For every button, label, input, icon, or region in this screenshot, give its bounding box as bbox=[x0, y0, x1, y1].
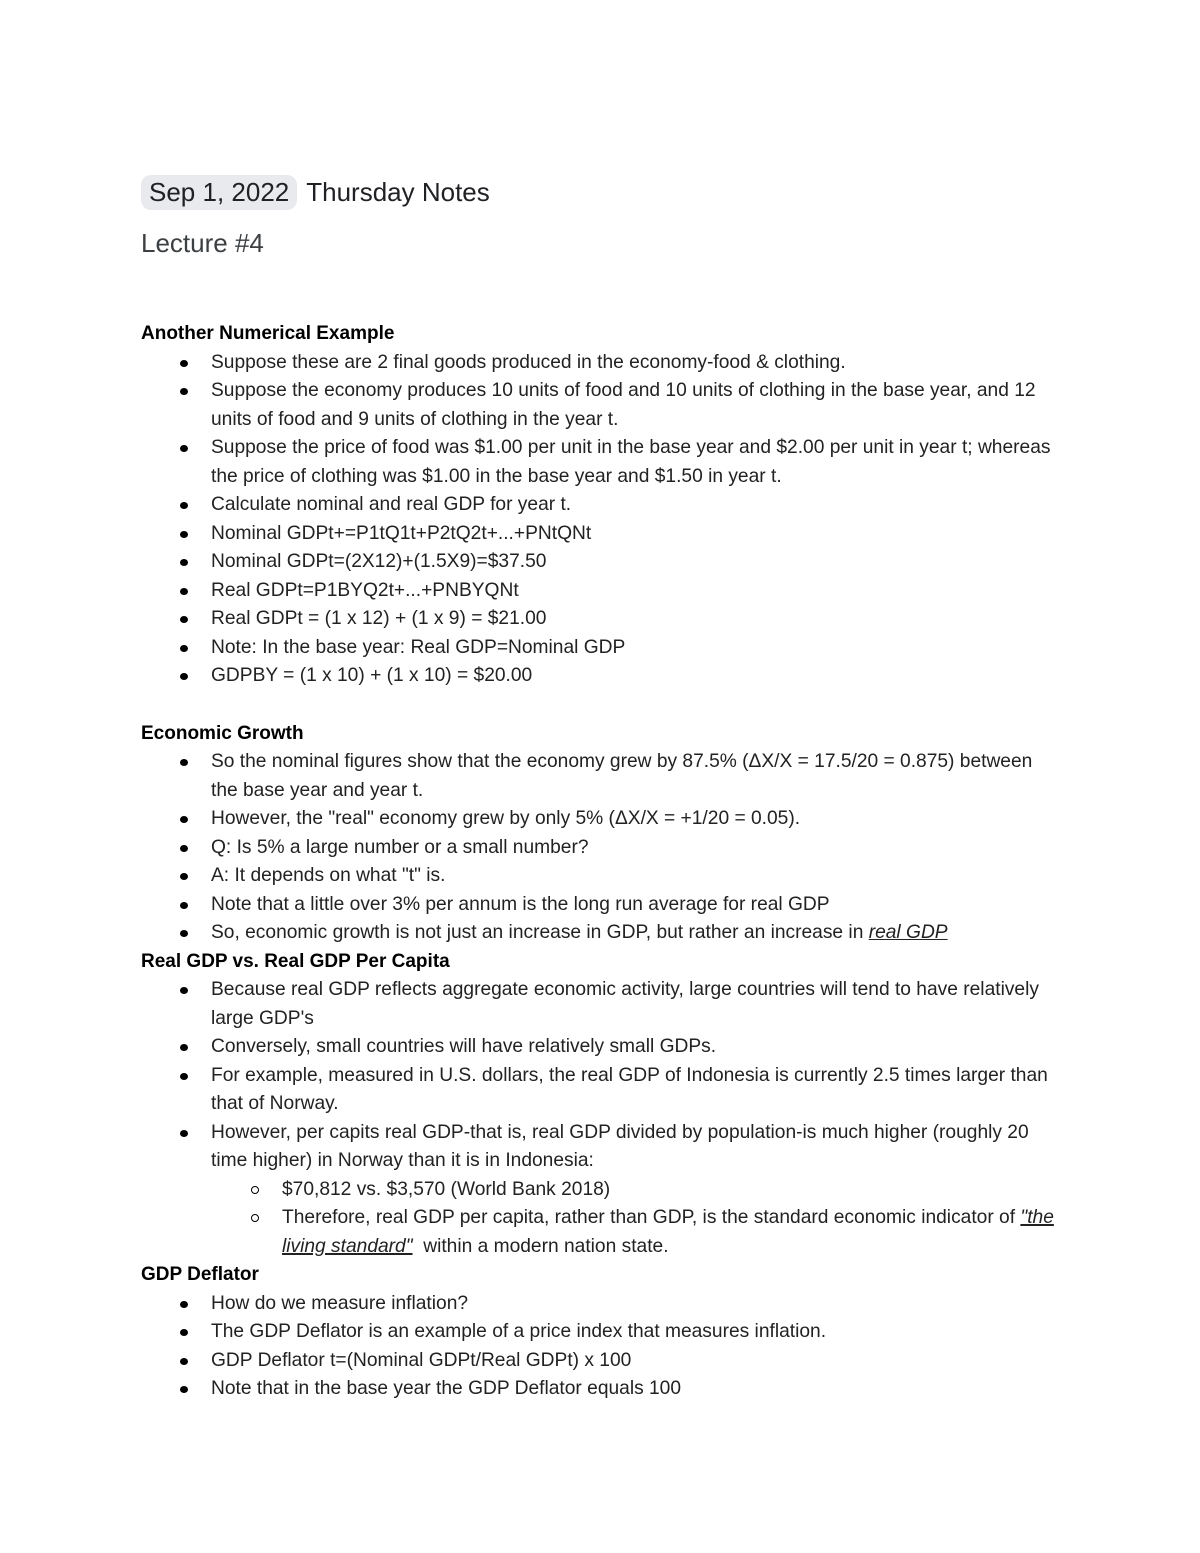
list-item: GDP Deflator t=(Nominal GDPt/Real GDPt) x 100 bbox=[141, 1347, 1061, 1376]
sub-bullet-list bbox=[211, 1176, 1061, 1262]
list-item: Real GDPt=P1BYQ2t+...+PNBYQNt bbox=[141, 577, 1061, 606]
list-item-text: So, economic growth is not just an increase in GDP, but rather an increase in bbox=[211, 922, 869, 943]
spacer bbox=[141, 691, 1061, 720]
list-item: Suppose these are 2 final goods produced in the economy-food & clothing. bbox=[141, 349, 1061, 378]
sub-list-item-text: Therefore, real GDP per capita, rather than GDP, is the standard economic indicator of bbox=[282, 1207, 1021, 1228]
list-item: Nominal GDPt+=P1tQ1t+P2tQ2t+...+PNtQNt bbox=[141, 520, 1061, 549]
list-item: However, the "real" economy grew by only 5% (ΔX/X = +1/20 = 0.05). bbox=[141, 805, 1061, 834]
date-chip[interactable]: Sep 1, 2022 bbox=[141, 175, 297, 210]
sub-list-item bbox=[141, 1204, 1061, 1261]
list-item: Conversely, small countries will have relatively small GDPs. bbox=[141, 1033, 1061, 1062]
notes-content bbox=[141, 172, 1061, 1404]
list-item: GDPBY = (1 x 10) + (1 x 10) = $20.00 bbox=[141, 662, 1061, 691]
list-item bbox=[141, 1119, 1061, 1262]
bullet-list-per-capita bbox=[141, 976, 1061, 1261]
list-item: Q: Is 5% a large number or a small number? bbox=[141, 834, 1061, 863]
bullet-list-gdp-deflator bbox=[141, 1290, 1061, 1404]
sub-list-item-text: within a modern nation state. bbox=[412, 1235, 669, 1257]
list-item: Nominal GDPt=(2X12)+(1.5X9)=$37.50 bbox=[141, 548, 1061, 577]
list-item: Because real GDP reflects aggregate economic activity, large countries will tend to have relatively large GDP's bbox=[141, 976, 1061, 1033]
bullet-list-economic-growth bbox=[141, 748, 1061, 948]
page-title: Thursday Notes bbox=[306, 176, 490, 207]
sub-list-item: $70,812 vs. $3,570 (World Bank 2018) bbox=[141, 1176, 1061, 1205]
list-item: So the nominal figures show that the economy grew by 87.5% (ΔX/X = 17.5/20 = 0.875) between the base year and year t. bbox=[141, 748, 1061, 805]
title-row bbox=[141, 172, 1061, 212]
emphasis-real-gdp: real GDP bbox=[868, 922, 948, 943]
list-item: Note: In the base year: Real GDP=Nominal GDP bbox=[141, 634, 1061, 663]
list-item: How do we measure inflation? bbox=[141, 1290, 1061, 1319]
list-item bbox=[141, 919, 1061, 948]
section-heading-per-capita: Real GDP vs. Real GDP Per Capita bbox=[141, 950, 450, 972]
list-item: Suppose the economy produces 10 units of food and 10 units of clothing in the base year, and 12 units of food and 9 units of clothing in the year t. bbox=[141, 377, 1061, 434]
list-item: Calculate nominal and real GDP for year t. bbox=[141, 491, 1061, 520]
list-item: A: It depends on what "t" is. bbox=[141, 862, 1061, 891]
section-heading-numerical-example: Another Numerical Example bbox=[141, 323, 395, 344]
page-subtitle: Lecture #4 bbox=[141, 228, 264, 258]
list-item: Note that a little over 3% per annum is the long run average for real GDP bbox=[141, 891, 1061, 920]
list-item-text: However, per capits real GDP-that is, real GDP divided by population-is much higher (roughly 20 time higher) in Norway than it is in Indonesia: bbox=[211, 1121, 1029, 1171]
list-item: Real GDPt = (1 x 12) + (1 x 9) = $21.00 bbox=[141, 605, 1061, 634]
spacer bbox=[141, 263, 1061, 320]
list-item: Suppose the price of food was $1.00 per unit in the base year and $2.00 per unit in year t; whereas the price of clothing was $1.00 in the base year and $1.50 in year t. bbox=[141, 434, 1061, 491]
bullet-list-numerical-example bbox=[141, 349, 1061, 691]
section-heading-economic-growth: Economic Growth bbox=[141, 722, 304, 744]
list-item: For example, measured in U.S. dollars, the real GDP of Indonesia is currently 2.5 times larger than that of Norway. bbox=[141, 1062, 1061, 1119]
list-item: The GDP Deflator is an example of a price index that measures inflation. bbox=[141, 1318, 1061, 1347]
section-heading-gdp-deflator: GDP Deflator bbox=[141, 1264, 259, 1285]
emphasis-living-standard: "the living standard" bbox=[282, 1207, 1054, 1257]
list-item: Note that in the base year the GDP Deflator equals 100 bbox=[141, 1375, 1061, 1404]
